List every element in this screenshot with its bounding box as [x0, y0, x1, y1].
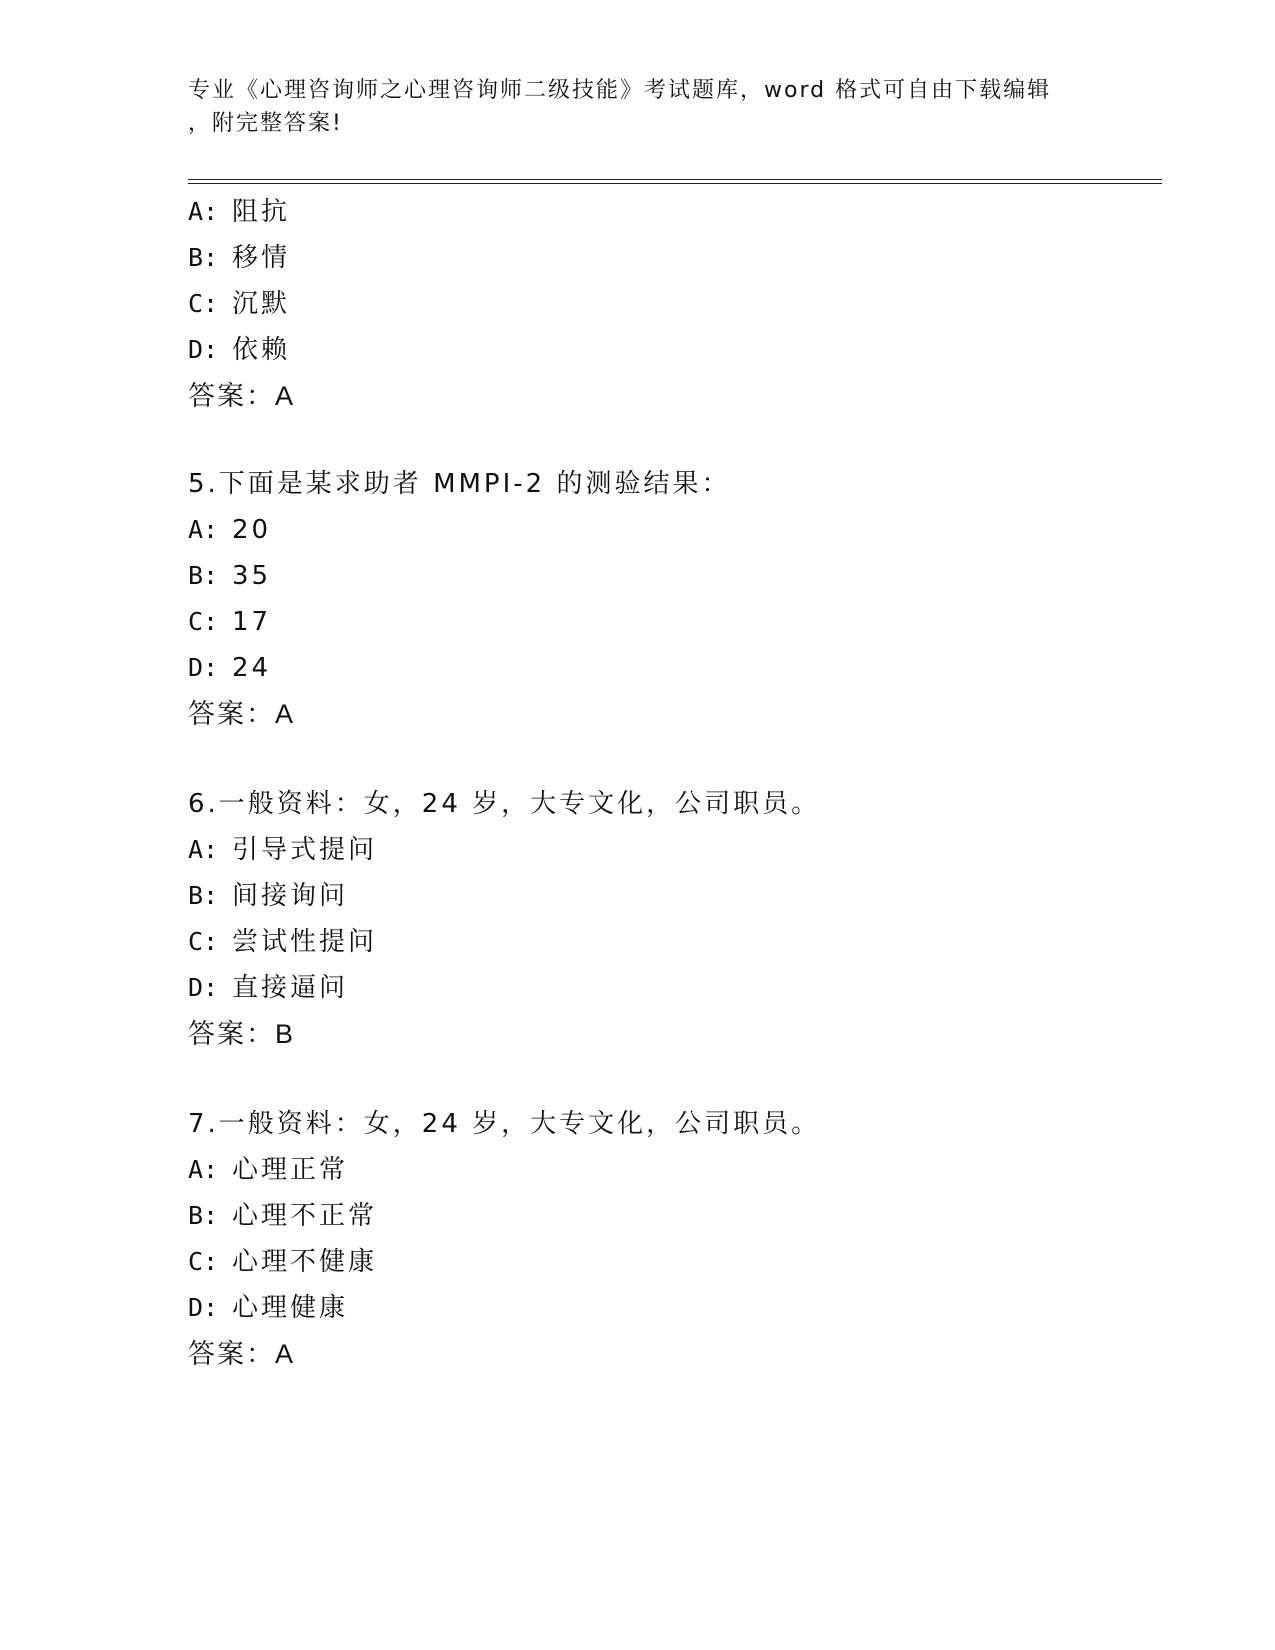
question-block	[188, 781, 1148, 1057]
option-a: A: 阻抗	[188, 197, 291, 227]
question-block	[188, 1101, 1148, 1377]
option-d: D: 直接逼问	[188, 973, 349, 1003]
option-a: A: 20	[188, 515, 272, 545]
option-c: C: 17	[188, 607, 272, 637]
option-b: B: 35	[188, 561, 272, 591]
option-b: B: 心理不正常	[188, 1201, 378, 1231]
option-b: B: 间接询问	[188, 881, 349, 911]
option-d: D: 心理健康	[188, 1293, 349, 1323]
option-c: C: 沉默	[188, 289, 291, 319]
header-subtitle: ，附完整答案!	[188, 111, 343, 136]
header-rule-top	[188, 179, 1162, 180]
document-header	[188, 74, 1088, 140]
header-title: 专业《心理咨询师之心理咨询师二级技能》考试题库，word 格式可自由下载编辑	[188, 78, 1052, 103]
option-a: A: 心理正常	[188, 1155, 349, 1185]
option-d: D: 24	[188, 653, 272, 683]
header-rule-bottom	[188, 183, 1162, 184]
option-c: C: 心理不健康	[188, 1247, 378, 1277]
option-a: A: 引导式提问	[188, 835, 378, 865]
answer-line: 答案：A	[188, 699, 296, 729]
question-block	[188, 189, 1148, 419]
answer-line: 答案：B	[188, 1019, 296, 1049]
option-c: C: 尝试性提问	[188, 927, 378, 957]
question-block	[188, 461, 1148, 737]
question-text: 7.一般资料：女，24 岁，大专文化，公司职员。	[188, 1109, 821, 1139]
question-text: 6.一般资料：女，24 岁，大专文化，公司职员。	[188, 789, 821, 819]
answer-line: 答案：A	[188, 381, 296, 411]
option-d: D: 依赖	[188, 335, 291, 365]
question-text: 5.下面是某求助者 MMPI-2 的测验结果：	[188, 469, 731, 499]
answer-line: 答案：A	[188, 1339, 296, 1369]
option-b: B: 移情	[188, 243, 291, 273]
